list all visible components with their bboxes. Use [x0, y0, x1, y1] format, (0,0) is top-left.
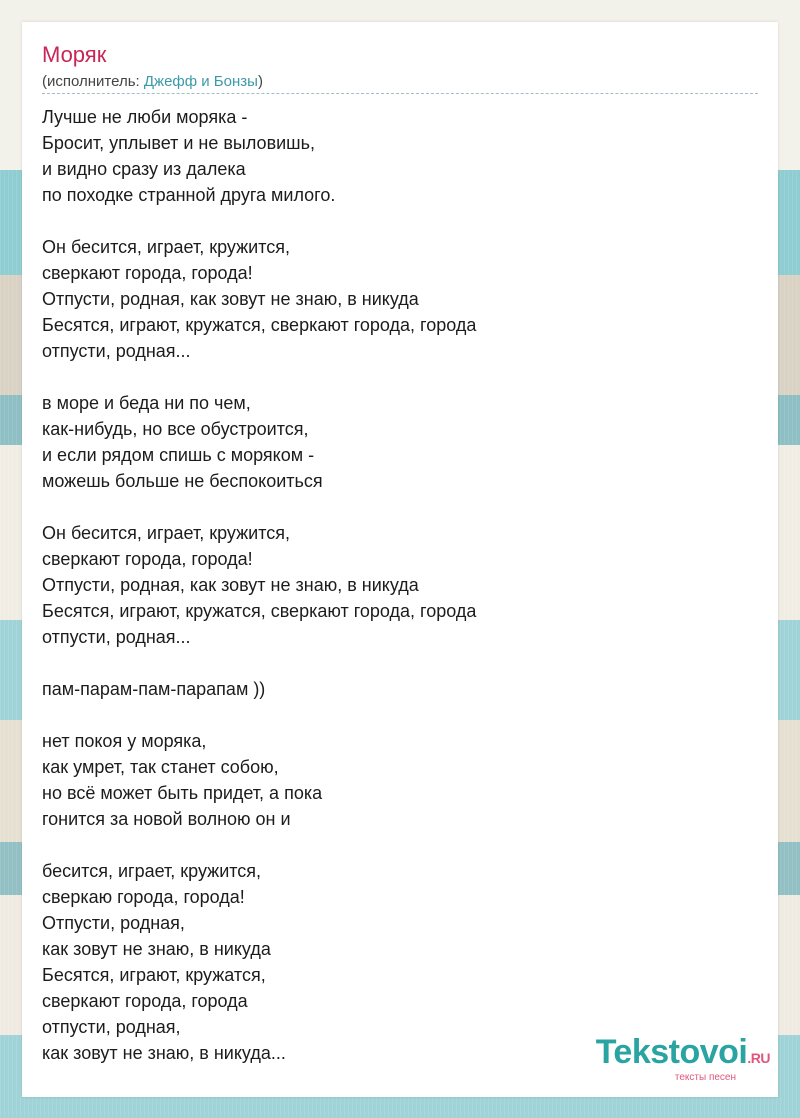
lyrics-line: по походке странной друга милого. [42, 185, 336, 205]
lyrics-line: как зовут не знаю, в никуда [42, 939, 271, 959]
logo-tagline: тексты песен [674, 1072, 736, 1083]
lyrics-stanza [42, 520, 742, 650]
lyrics-line: сверкают города, города! [42, 263, 253, 283]
lyrics-line: Он бесится, играет, кружится, [42, 523, 290, 543]
lyrics-line: бесится, играет, кружится, [42, 861, 262, 881]
lyrics-line: как зовут не знаю, в никуда... [42, 1043, 286, 1063]
lyrics-line: пам-парам-пам-парапам )) [42, 679, 266, 699]
lyrics-line: нет покоя у моряка, [42, 731, 207, 751]
lyrics-stanza [42, 676, 742, 702]
lyrics-line: Лучше не люби моряка - [42, 107, 248, 127]
lyrics-line: гонится за новой волною он и [42, 809, 291, 829]
lyrics-body [42, 104, 742, 1066]
lyrics-line: Бесятся, играют, кружатся, сверкают города, города [42, 601, 477, 621]
lyrics-line: Он бесится, играет, кружится, [42, 237, 290, 257]
lyrics-line: Отпусти, родная, как зовут не знаю, в никуда [42, 575, 419, 595]
lyrics-card [22, 22, 778, 1097]
lyrics-stanza [42, 234, 742, 364]
lyrics-line: Отпусти, родная, как зовут не знаю, в никуда [42, 289, 419, 309]
lyrics-line: отпусти, родная... [42, 627, 191, 647]
title-divider [42, 93, 758, 94]
lyrics-line: но всё может быть придет, а пока [42, 783, 323, 803]
site-logo[interactable] [596, 1035, 770, 1083]
lyrics-line: сверкают города, города! [42, 549, 253, 569]
lyrics-stanza [42, 104, 742, 208]
lyrics-stanza [42, 390, 742, 494]
lyrics-line: сверкают города, города [42, 991, 248, 1011]
performer-suffix: ) [257, 73, 263, 90]
lyrics-line: отпусти, родная, [42, 1017, 181, 1037]
logo-name: Tekstovoi [595, 1033, 748, 1071]
lyrics-line: Бесятся, играют, кружатся, сверкают города, города [42, 315, 477, 335]
performer-line [42, 73, 263, 91]
lyrics-line: и видно сразу из далека [42, 159, 246, 179]
lyrics-line: в море и беда ни по чем, [42, 393, 251, 413]
lyrics-line: Отпусти, родная, [42, 913, 185, 933]
lyrics-line: Бросит, уплывет и не выловишь, [42, 133, 316, 153]
lyrics-line: и если рядом спишь с моряком - [42, 445, 315, 465]
lyrics-line: сверкаю города, города! [42, 887, 245, 907]
performer-prefix: (исполнитель: [42, 73, 144, 90]
lyrics-line: Бесятся, играют, кружатся, [42, 965, 266, 985]
lyrics-line: как-нибудь, но все обустроится, [42, 419, 309, 439]
lyrics-stanza [42, 728, 742, 832]
lyrics-line: можешь больше не беспокоиться [42, 471, 323, 491]
artist-link[interactable]: Джефф и Бонзы [143, 73, 258, 90]
lyrics-line: отпусти, родная... [42, 341, 191, 361]
logo-tld: .RU [747, 1050, 770, 1066]
song-title: Моряк [42, 42, 107, 67]
lyrics-line: как умрет, так станет собою, [42, 757, 279, 777]
